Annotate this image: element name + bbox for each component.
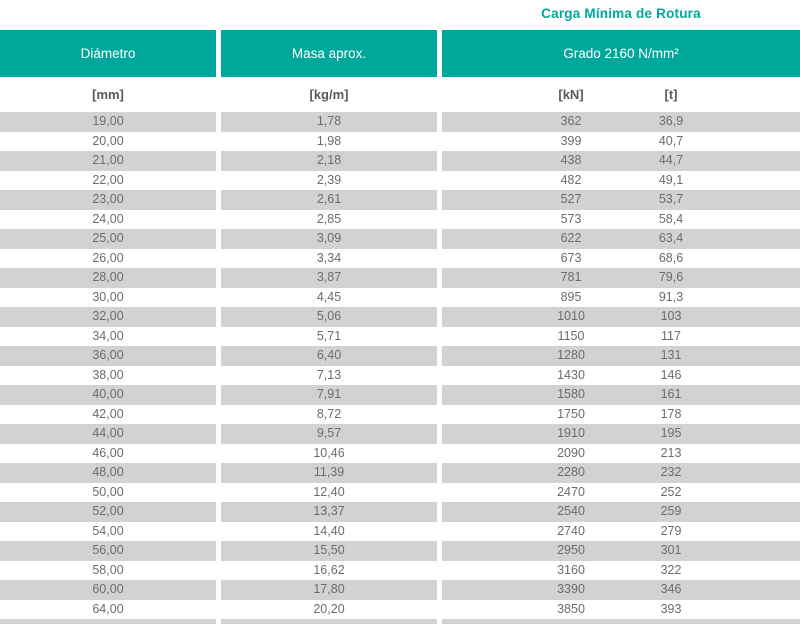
diameter-value: 54,00 (0, 522, 216, 542)
t-value: 63,4 (658, 231, 684, 245)
mass-value: 2,61 (221, 190, 437, 210)
diameter-value: 19,00 (0, 112, 216, 132)
table-row (0, 151, 800, 171)
t-value: 195 (660, 426, 682, 440)
table-row (0, 268, 800, 288)
table-row (0, 483, 800, 503)
mass-value: 3,87 (221, 268, 437, 288)
breaking-load-cells (442, 288, 800, 308)
mass-value: 8,72 (221, 405, 437, 425)
t-value: 58,4 (658, 211, 684, 226)
breaking-load-cells (442, 405, 800, 425)
mass-value: 7,13 (221, 366, 437, 386)
breaking-load-cells (442, 171, 800, 191)
table-row (0, 249, 800, 269)
t-value: 91,3 (658, 289, 684, 304)
t-value: 117 (661, 328, 681, 343)
breaking-load-cells (442, 346, 800, 366)
diameter-value: 52,00 (0, 502, 216, 522)
kn-value: 1430 (557, 367, 585, 382)
kn-value: 3390 (557, 582, 585, 596)
diameter-value: 24,00 (0, 210, 216, 230)
diameter-value: 36,00 (0, 346, 216, 366)
breaking-load-cells (442, 600, 800, 620)
breaking-load-cells (442, 424, 800, 444)
t-value: 53,7 (658, 192, 684, 206)
unit-kgm: [kg/m] (221, 77, 437, 112)
t-value: 259 (660, 504, 682, 518)
diameter-value: 28,00 (0, 268, 216, 288)
breaking-load-group-title: Carga Mínima de Rotura (541, 6, 701, 21)
breaking-load-cells (442, 210, 800, 230)
table-row (0, 190, 800, 210)
kn-value: 1150 (557, 328, 585, 343)
t-value: 103 (660, 309, 682, 323)
diameter-value: 64,00 (0, 600, 216, 620)
mass-value: 13,37 (221, 502, 437, 522)
breaking-load-cells (442, 522, 800, 542)
breaking-load-cells (442, 561, 800, 581)
diameter-value: 23,00 (0, 190, 216, 210)
kn-value: 1910 (557, 426, 585, 440)
kn-value: 573 (560, 211, 582, 226)
table-row (0, 541, 800, 561)
diameter-value: 44,00 (0, 424, 216, 444)
mass-value: 11,39 (221, 463, 437, 483)
breaking-load-cells (442, 463, 800, 483)
table-row (0, 385, 800, 405)
breaking-load-cells (442, 541, 800, 561)
breaking-load-cells (442, 385, 800, 405)
kn-value: 781 (560, 270, 582, 284)
table-row (0, 112, 800, 132)
t-value: 346 (660, 582, 682, 596)
header-diameter: Diámetro (0, 30, 216, 77)
table-row (0, 522, 800, 542)
kn-value: 2090 (557, 445, 585, 460)
table-row (0, 405, 800, 425)
diameter-value: 20,00 (0, 132, 216, 152)
mass-value: 17,80 (221, 580, 437, 600)
breaking-load-cells (442, 151, 800, 171)
table-row (0, 210, 800, 230)
table-row (0, 600, 800, 620)
mass-value: 2,39 (221, 171, 437, 191)
kn-value: 482 (560, 172, 582, 187)
table-row (0, 171, 800, 191)
table-row (0, 580, 800, 600)
breaking-load-cells (442, 483, 800, 503)
t-value: 161 (660, 387, 682, 401)
mass-value: 4,45 (221, 288, 437, 308)
t-value: 232 (660, 465, 682, 479)
diameter-value: 60,00 (0, 580, 216, 600)
mass-value: 3,34 (221, 249, 437, 269)
kn-value: 2950 (557, 543, 585, 557)
mass-value: 10,46 (221, 444, 437, 464)
breaking-load-cells (442, 229, 800, 249)
t-value: 178 (660, 406, 682, 421)
kn-value: 438 (560, 153, 582, 167)
diameter-value: 26,00 (0, 249, 216, 269)
diameter-value: 38,00 (0, 366, 216, 386)
table-row (0, 561, 800, 581)
table-row (0, 366, 800, 386)
unit-t: [t] (664, 87, 678, 102)
kn-value: 1280 (557, 348, 585, 362)
t-value: 393 (660, 601, 682, 616)
table-row (0, 424, 800, 444)
unit-kn: [kN] (558, 87, 584, 102)
kn-value: 399 (560, 133, 582, 148)
t-value: 68,6 (658, 250, 684, 265)
header-grade: Grado 2160 N/mm² (442, 30, 800, 77)
diameter-value: 58,00 (0, 561, 216, 581)
mass-value: 9,57 (221, 424, 437, 444)
table-header-row (0, 30, 800, 77)
mass-value: 5,71 (221, 327, 437, 347)
diameter-value: 22,00 (0, 171, 216, 191)
kn-value: 1010 (557, 309, 585, 323)
diameter-value: 46,00 (0, 444, 216, 464)
breaking-load-cells (442, 268, 800, 288)
mass-value: 14,40 (221, 522, 437, 542)
breaking-load-cells (442, 307, 800, 327)
diameter-value: 50,00 (0, 483, 216, 503)
t-value: 213 (660, 445, 682, 460)
mass-value: 1,98 (221, 132, 437, 152)
kn-value: 895 (560, 289, 582, 304)
t-value: 44,7 (658, 153, 684, 167)
mass-value: 20,20 (221, 600, 437, 620)
mass-value: 6,40 (221, 346, 437, 366)
table-row (0, 444, 800, 464)
mass-value: 1,78 (221, 112, 437, 132)
breaking-load-cells (442, 502, 800, 522)
kn-value: 527 (560, 192, 582, 206)
mass-value: 7,91 (221, 385, 437, 405)
t-value: 49,1 (658, 172, 684, 187)
mass-value: 16,62 (221, 561, 437, 581)
kn-value: 362 (560, 114, 582, 128)
kn-value: 2740 (557, 523, 585, 538)
t-value: 279 (660, 523, 682, 538)
header-mass: Masa aprox. (221, 30, 437, 77)
diameter-value: 25,00 (0, 229, 216, 249)
table-row (0, 463, 800, 483)
t-value: 79,6 (658, 270, 684, 284)
diameter-value: 56,00 (0, 541, 216, 561)
breaking-load-cells (442, 190, 800, 210)
mass-value: 5,06 (221, 307, 437, 327)
t-value: 40,7 (658, 133, 684, 148)
diameter-value: 48,00 (0, 463, 216, 483)
table-row (0, 327, 800, 347)
table-row (0, 132, 800, 152)
t-value: 36,9 (658, 114, 684, 128)
mass-value: 3,09 (221, 229, 437, 249)
kn-value: 3160 (557, 562, 585, 577)
diameter-value: 40,00 (0, 385, 216, 405)
breaking-load-cells (442, 112, 800, 132)
kn-value: 673 (560, 250, 582, 265)
table-body (0, 112, 800, 619)
table-row (0, 288, 800, 308)
t-value: 252 (660, 484, 682, 499)
table-row-cutoff (0, 619, 800, 624)
table-row (0, 229, 800, 249)
kn-value: 622 (560, 231, 582, 245)
breaking-load-cells (442, 327, 800, 347)
diameter-value: 21,00 (0, 151, 216, 171)
unit-mm: [mm] (0, 77, 216, 112)
unit-group (442, 77, 800, 112)
breaking-load-cells (442, 444, 800, 464)
breaking-load-cells (442, 249, 800, 269)
breaking-load-cells (442, 132, 800, 152)
t-value: 131 (660, 348, 682, 362)
t-value: 146 (660, 367, 682, 382)
table-row (0, 307, 800, 327)
kn-value: 2540 (557, 504, 585, 518)
diameter-value: 30,00 (0, 288, 216, 308)
kn-value: 2280 (557, 465, 585, 479)
table-row (0, 502, 800, 522)
t-value: 301 (660, 543, 682, 557)
diameter-value: 32,00 (0, 307, 216, 327)
kn-value: 2470 (557, 484, 585, 499)
kn-value: 1580 (557, 387, 585, 401)
table-row (0, 346, 800, 366)
kn-value: 3850 (557, 601, 585, 616)
mass-value: 15,50 (221, 541, 437, 561)
mass-value: 2,85 (221, 210, 437, 230)
kn-value: 1750 (557, 406, 585, 421)
diameter-value: 34,00 (0, 327, 216, 347)
breaking-load-cells (442, 580, 800, 600)
mass-value: 2,18 (221, 151, 437, 171)
diameter-value: 42,00 (0, 405, 216, 425)
t-value: 322 (660, 562, 682, 577)
table-units-row (0, 77, 800, 112)
breaking-load-cells (442, 366, 800, 386)
mass-value: 12,40 (221, 483, 437, 503)
